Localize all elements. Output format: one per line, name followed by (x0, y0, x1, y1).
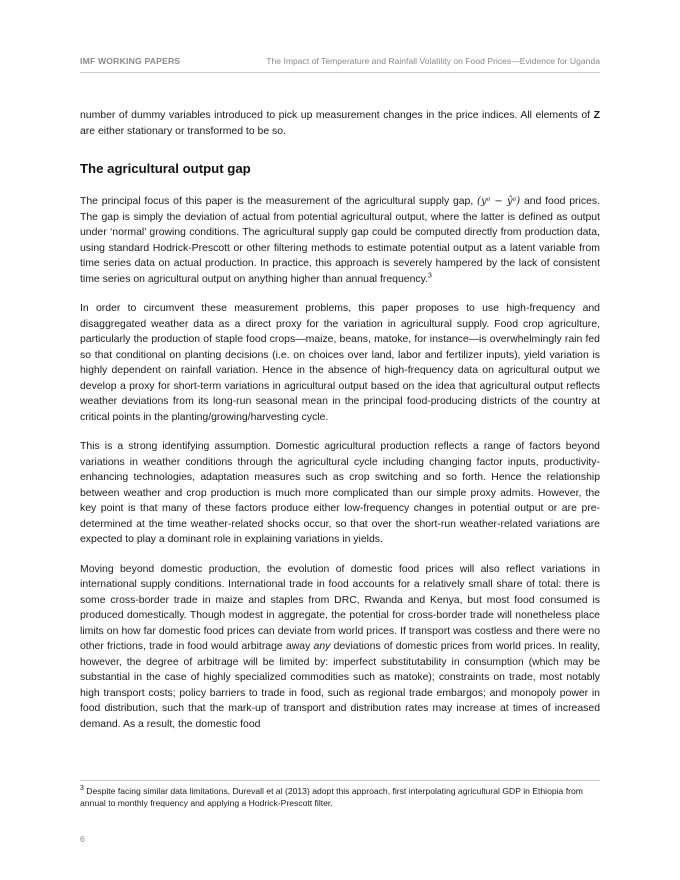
section-title: The agricultural output gap (80, 161, 251, 176)
paragraph-continuation-text-2: are either stationary or transformed to be so. (80, 125, 286, 137)
paragraph-identifying-assumption: This is a strong identifying assumption. Domestic agricultural production reflects a range of factors beyond variations in weather conditions through the agricultural cycle including changing factor inputs, productivity-enhancing technologies, adaptation measures such as crop switching and so forth. Hence the relationship between weather and crop production is much more complicated than our simple proxy admits. However, the key point is that many of these factors produce either low-frequency changes in potential output or are pre-determined at the time weather-related shocks occur, so that over the short-run weather-related variations are expected to play a dominant role in explaining variations in yields. (80, 441, 600, 545)
body-content (80, 108, 600, 746)
footnote-ref[interactable]: 3 (427, 272, 432, 280)
footnote-divider (80, 780, 600, 781)
footnote-text: Despite facing similar data limitations, Durevall et al (2013) adopt this approach, first interpolating agricultural GDP in Ethiopia from annual to monthly frequency and applying a Hodrick-Prescott filter. (80, 786, 583, 808)
paragraph-output-gap-text-2: and food prices. The gap is simply the deviation of actual from potential agricultural output, where the latter is defined as output under ‘normal’ growing conditions. The agricultural supply gap could be computed directly from production data, using standard Hodrick-Prescott or other filtering methods to estimate potential output as a latent variable from time series data on actual production. In practice, this approach is severely hampered by the lack of consistent time series on agricultural output on anything higher than annual frequency. (80, 196, 600, 285)
bold-z: Z (593, 110, 600, 121)
page-number: 6 (80, 834, 85, 844)
paragraph-output-gap (80, 194, 600, 287)
paragraph-continuation-text-1: number of dummy variables introduced to pick up measurement changes in the price indices. All elements of (80, 110, 594, 121)
paragraph-output-gap-text-1: The principal focus of this paper is the measurement of the agricultural supply gap, (80, 196, 478, 207)
italic-any: any (313, 641, 331, 652)
running-header (80, 56, 600, 73)
paragraph-continuation (80, 108, 600, 139)
paragraph-weather-proxy: In order to circumvent these measurement problems, this paper proposes to use high-frequency and disaggregated weather data as a direct proxy for the variation in agricultural supply. Food crop agriculture, particularly the production of staple food crops—maize, beans, matoke, for instance—is overwhelmingly rain fed so that conditional on planting decisions (i.e. on choices over land, labor and fertilizer inputs), yield variation is highly dependent on rainfall variation. Hence in the absence of high-frequency data on agricultural output we develop a proxy for short-term variations in agricultural output based on the idea that agricultural output reflects weather deviations from its long-run seasonal mean in the principal food-producing districts of the country at critical points in the planting/growing/harvesting cycle. (80, 303, 600, 423)
paragraph-international-text-1: Moving beyond domestic production, the evolution of domestic food prices will also reflect variations in international supply conditions. International trade in food accounts for a relatively small share of total: there is some cross-border trade in maize and staples from DRC, Rwanda and Kenya, but most food consumed is produced domestically. Though modest in aggregate, the potential for cross-border trade will nonetheless place limits on how far domestic food prices can deviate from world prices. If transport was costless and there were no other frictions, trade in food would arbitrage away (80, 563, 600, 652)
paragraph-international-supply (80, 562, 600, 733)
header-paper-title: The Impact of Temperature and Rainfall Volatility on Food Prices—Evidence for Uganda (266, 56, 600, 66)
supply-gap-formula: (yᵃ − ŷᵃ) (477, 196, 521, 207)
header-series-title: IMF WORKING PAPERS (80, 56, 181, 66)
paragraph-international-text-2: deviations of domestic prices from world prices. In reality, however, the degree of arbitrage will be limited by: imperfect substitutability in consumption (which may be substantial in the case of highly specialized commodities such as matoke); constraints on trade, most notably high transport costs; policy barriers to trade in food, such as regional trade embargos; and monopoly power in food distribution, such that the mark-up of transport and distribution rates may increase at times of increased demand. As a result, the domestic food (80, 641, 600, 730)
footnote (80, 785, 600, 809)
footnote-number: 3 (80, 785, 84, 793)
